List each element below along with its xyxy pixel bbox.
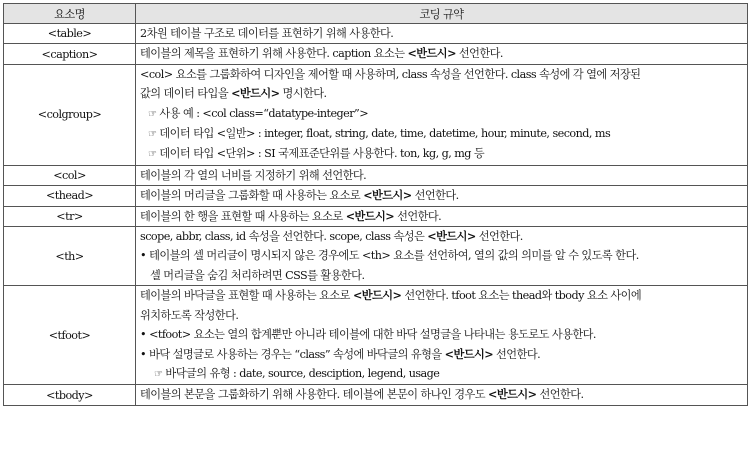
rule-text: 테이블의 바닥글을 표현할 때 사용하는 요소로 xyxy=(140,289,353,303)
coding-rule-cell xyxy=(136,206,748,226)
rule-text: 테이블의 셀 머리글이 명시되지 않은 경우에도 <th> 요소를 선언하여, 열의 값의 의미를 알 수 있도록 한다. xyxy=(149,249,639,263)
header-coding-rule: 코딩 규약 xyxy=(136,4,748,24)
bullet-icon: • xyxy=(140,347,147,361)
rule-text: 명시한다. xyxy=(279,87,327,101)
rule-text: 데이터 타입 <일반> : integer, float, string, date, time, datetime, hour, minute, second, ms xyxy=(159,127,611,141)
rule-text: 선언한다. xyxy=(493,347,541,361)
rule-line xyxy=(140,306,743,325)
table-row xyxy=(4,186,748,206)
rule-text: 테이블의 본문을 그룹화하기 위해 사용한다. 테이블에 본문이 하나인 경우도 xyxy=(140,388,489,402)
coding-rule-cell xyxy=(136,44,748,64)
rule-text: 사용 예 : <col class=“datatype-integer”> xyxy=(159,106,369,120)
rule-line xyxy=(140,266,743,285)
rule-text: 2차원 테이블 구조로 데이터를 표현하기 위해 사용한다. xyxy=(140,27,394,40)
table-row xyxy=(4,227,748,286)
rule-line xyxy=(140,227,743,246)
rule-line xyxy=(140,364,743,384)
emphasis-text: <반드시> xyxy=(427,229,476,244)
coding-rule-cell xyxy=(136,286,748,385)
table-body xyxy=(4,24,748,406)
rule-line xyxy=(140,44,743,63)
rule-text: 값의 데이터 타입을 xyxy=(140,87,232,101)
coding-rule-cell xyxy=(136,227,748,286)
emphasis-text: <반드시> xyxy=(488,387,537,402)
bullet-icon: • xyxy=(140,328,147,342)
emphasis-text: <반드시> xyxy=(231,86,280,101)
emphasis-text: <반드시> xyxy=(407,46,456,61)
rule-line xyxy=(140,385,743,404)
table-row xyxy=(4,24,748,44)
element-name-cell: <colgroup> xyxy=(4,64,136,165)
rule-text: scope, abbr, class, id 속성을 선언한다. scope, class 속성은 xyxy=(140,230,428,244)
table-row xyxy=(4,44,748,64)
rule-line xyxy=(140,84,743,103)
header-element-name: 요소명 xyxy=(4,4,136,24)
rule-line xyxy=(140,166,743,185)
element-name-cell: <col> xyxy=(4,165,136,185)
rule-text: 바닥 설명글로 사용하는 경우는 “class” 속성에 바닥글의 유형을 xyxy=(149,347,445,361)
rule-line xyxy=(140,104,743,124)
rule-text: 선언한다. tfoot 요소는 thead와 tbody 요소 사이에 xyxy=(401,289,642,303)
rule-text: 선언한다. xyxy=(394,209,442,223)
rule-text: 데이터 타입 <단위> : SI 국제표준단위를 사용한다. ton, kg, g, mg 등 xyxy=(159,147,485,161)
coding-rule-cell xyxy=(136,24,748,44)
pointing-hand-icon: ☞ xyxy=(148,149,157,161)
emphasis-text: <반드시> xyxy=(352,288,402,303)
rule-line xyxy=(140,246,743,265)
rule-line xyxy=(140,144,743,164)
rule-text: <tfoot> 요소는 열의 합계뿐만 아니라 테이블에 대한 바닥 설명글을 나타내는 용도로도 사용한다. xyxy=(149,328,596,342)
table-header-row xyxy=(4,4,748,24)
emphasis-text: <반드시> xyxy=(345,208,395,223)
emphasis-text: <반드시> xyxy=(444,346,494,361)
element-name-cell: <th> xyxy=(4,227,136,286)
rule-text: 셀 머리글을 숨김 처리하려면 CSS를 활용한다. xyxy=(150,268,365,282)
rule-text: 테이블의 한 행을 표현할 때 사용하는 요소로 xyxy=(140,209,346,223)
table-row xyxy=(4,385,748,405)
pointing-hand-icon: ☞ xyxy=(148,129,157,141)
rule-line xyxy=(140,186,743,205)
rule-text: 바닥글의 유형 : date, source, desciption, legend, usage xyxy=(165,366,440,380)
rule-text: 위치하도록 작성한다. xyxy=(140,308,239,322)
rule-text: 테이블의 머리글을 그룹화할 때 사용하는 요소로 xyxy=(140,189,364,203)
element-name-cell: <tbody> xyxy=(4,385,136,405)
coding-rule-cell xyxy=(136,186,748,206)
coding-rules-table xyxy=(3,3,748,406)
coding-rule-cell xyxy=(136,385,748,405)
rule-text: 선언한다. xyxy=(455,47,503,61)
emphasis-text: <반드시> xyxy=(363,188,412,203)
element-name-cell: <table> xyxy=(4,24,136,44)
table-row xyxy=(4,64,748,165)
bullet-icon: • xyxy=(140,249,147,263)
table-row xyxy=(4,165,748,185)
table-row xyxy=(4,206,748,226)
coding-rule-cell xyxy=(136,165,748,185)
rule-line xyxy=(140,124,743,144)
rule-text: <col> 요소를 그룹화하여 디자인을 제어할 때 사용하며, class 속성을 선언한다. class 속성에 각 열에 저장된 xyxy=(140,67,641,81)
rule-line xyxy=(140,65,743,84)
rule-line xyxy=(140,286,743,305)
element-name-cell: <tfoot> xyxy=(4,286,136,385)
pointing-hand-icon: ☞ xyxy=(148,108,157,120)
rule-text: 테이블의 제목을 표현하기 위해 사용한다. caption 요소는 xyxy=(140,47,408,61)
rule-text: 선언한다. xyxy=(536,388,584,402)
rule-text: 선언한다. xyxy=(475,230,523,244)
element-name-cell: <caption> xyxy=(4,44,136,64)
coding-rule-cell xyxy=(136,64,748,165)
element-name-cell: <tr> xyxy=(4,206,136,226)
rule-line xyxy=(140,24,743,43)
table-row xyxy=(4,286,748,385)
rule-text: 테이블의 각 열의 너비를 지정하기 위해 선언한다. xyxy=(140,168,367,182)
element-name-cell: <thead> xyxy=(4,186,136,206)
rule-text: 선언한다. xyxy=(411,189,459,203)
rule-line xyxy=(140,207,743,226)
rule-line xyxy=(140,325,743,344)
rule-line xyxy=(140,345,743,364)
pointing-hand-icon: ☞ xyxy=(154,368,163,380)
